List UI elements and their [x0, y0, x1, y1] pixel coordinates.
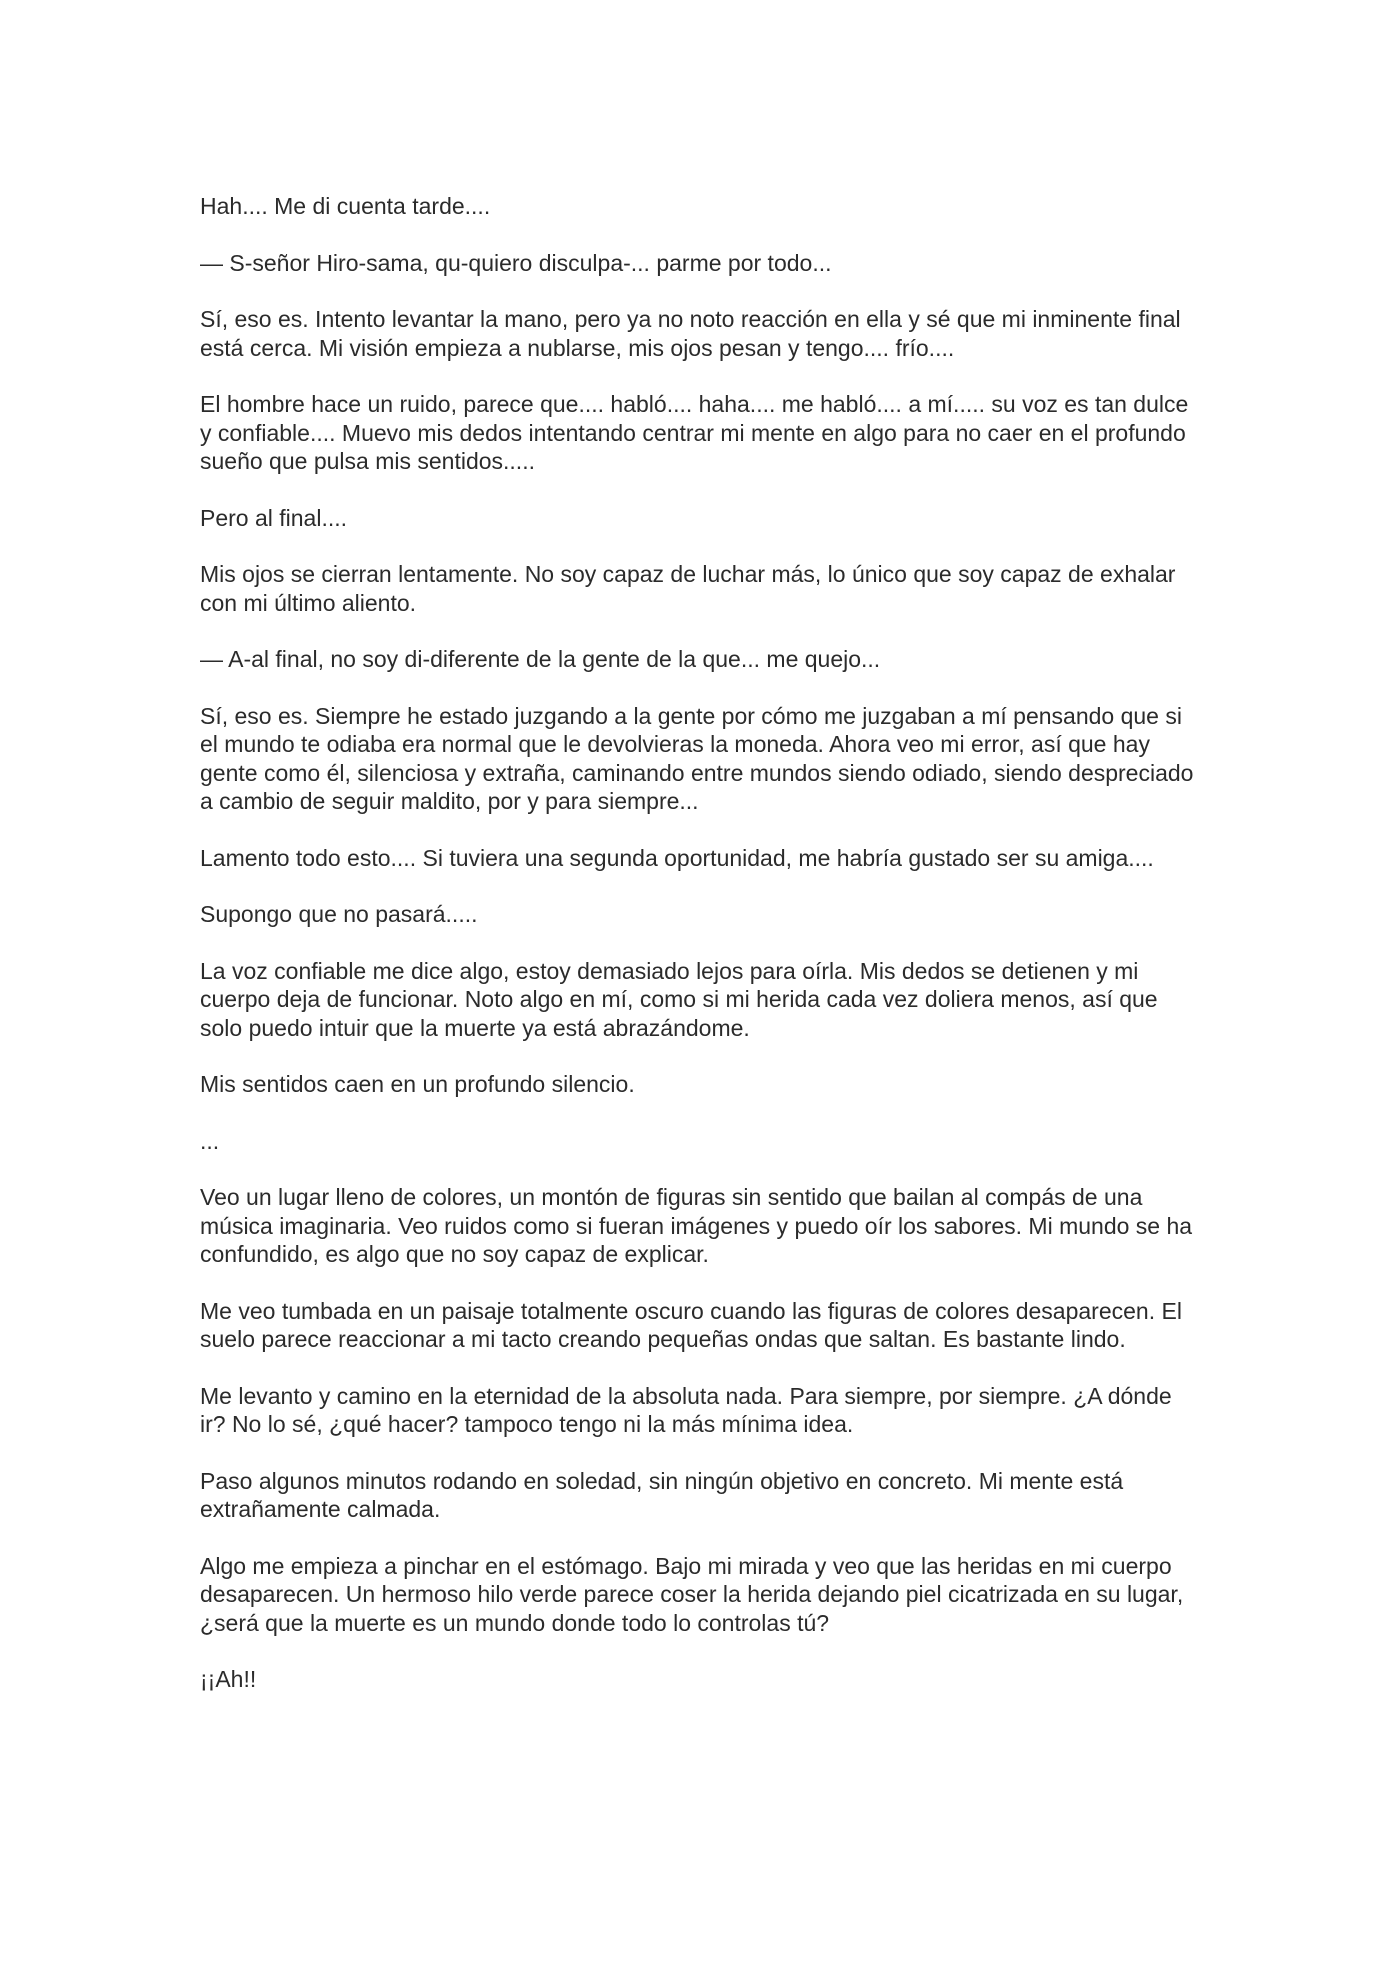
paragraph: ...	[200, 1127, 220, 1154]
paragraph: — S-señor Hiro-sama, qu-quiero disculpa-... parme por todo...	[200, 249, 832, 276]
paragraph: Me levanto y camino en la eternidad de la absoluta nada. Para siempre, por siempre. ¿A dónde ir? No lo sé, ¿qué hacer? tampoco tengo ni la más mínima idea.	[200, 1382, 1172, 1437]
paragraph: El hombre hace un ruido, parece que.... habló.... haha.... me habló.... a mí..... su voz es tan dulce y confiable.... Muevo mis dedos intentando centrar mi mente en algo para no caer en el profundo sueño que pulsa mis sentidos.....	[200, 391, 1189, 474]
paragraph: Hah.... Me di cuenta tarde....	[200, 193, 491, 219]
document-text-body	[200, 192, 1200, 1722]
paragraph: Mis ojos se cierran lentamente. No soy capaz de luchar más, lo único que soy capaz de exhalar con mi último aliento.	[200, 561, 1176, 616]
paragraph: Veo un lugar lleno de colores, un montón de figuras sin sentido que bailan al compás de una música imaginaria. Veo ruidos como si fueran imágenes y puedo oír los sabores. Mi mundo se ha confundido, es algo que no soy capaz de explicar.	[200, 1184, 1193, 1267]
paragraph: Algo me empieza a pinchar en el estómago. Bajo mi mirada y veo que las heridas en mi cuerpo desaparecen. Un hermoso hilo verde parece coser la herida dejando piel cicatrizada en su lugar, ¿será que la muerte es un mundo donde todo lo controlas tú?	[200, 1552, 1184, 1636]
paragraph: ¡¡Ah!!	[200, 1666, 257, 1692]
paragraph: Mis sentidos caen en un profundo silencio.	[200, 1071, 635, 1097]
paragraph: Sí, eso es. Intento levantar la mano, pero ya no noto reacción en ella y sé que mi inminente final está cerca. Mi visión empieza a nublarse, mis ojos pesan y tengo.... frío....	[200, 306, 1181, 361]
paragraph: Sí, eso es. Siempre he estado juzgando a la gente por cómo me juzgaban a mí pensando que si el mundo te odiaba era normal que le devolvieras la moneda. Ahora veo mi error, así que hay gente como él, silenciosa y extraña, caminando entre mundos siendo odiado, siendo despreciado a cambio de seguir maldito, por y para siempre...	[200, 702, 1194, 814]
paragraph: Lamento todo esto.... Si tuviera una segunda oportunidad, me habría gustado ser su amiga....	[200, 844, 1154, 871]
paragraph: Pero al final....	[200, 504, 348, 531]
paragraph: La voz confiable me dice algo, estoy demasiado lejos para oírla. Mis dedos se detienen y mi cuerpo deja de funcionar. Noto algo en mí, como si mi herida cada vez doliera menos, así que solo puedo intuir que la muerte ya está abrazándome.	[200, 957, 1158, 1041]
paragraph: Me veo tumbada en un paisaje totalmente oscuro cuando las figuras de colores desaparecen. El suelo parece reaccionar a mi tacto creando pequeñas ondas que saltan. Es bastante lindo.	[200, 1297, 1182, 1352]
paragraph: Supongo que no pasará.....	[200, 901, 478, 927]
paragraph: Paso algunos minutos rodando en soledad, sin ningún objetivo en concreto. Mi mente está extrañamente calmada.	[200, 1467, 1124, 1522]
paragraph: — A-al final, no soy di-diferente de la gente de la que... me quejo...	[200, 646, 881, 672]
